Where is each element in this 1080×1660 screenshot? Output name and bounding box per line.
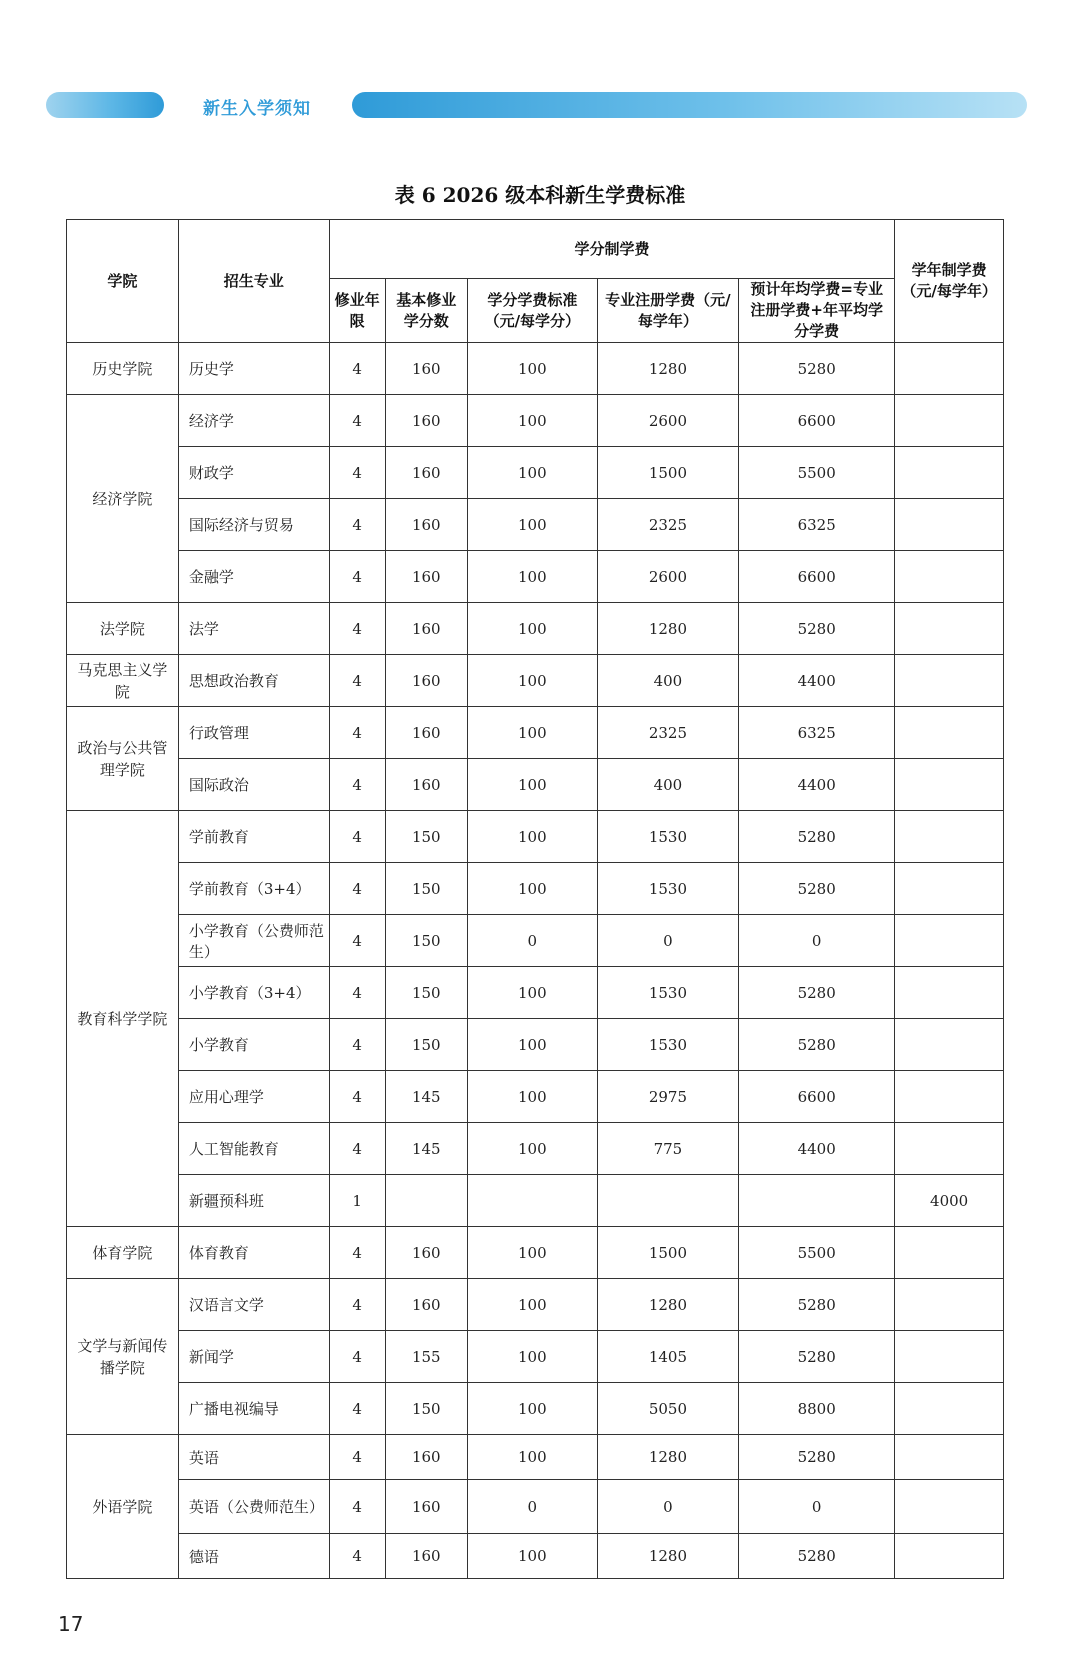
year-fee-cell [895, 1071, 1004, 1123]
credits-cell: 160 [385, 603, 467, 655]
table-row [67, 1123, 1004, 1175]
college-cell: 经济学院 [67, 395, 179, 603]
table-row [67, 603, 1004, 655]
credit-price-cell: 100 [467, 1534, 597, 1579]
years-cell: 4 [329, 1534, 385, 1579]
registration-fee-cell: 1405 [597, 1331, 738, 1383]
major-cell: 英语 [178, 1435, 329, 1480]
year-fee-cell [895, 759, 1004, 811]
year-fee-cell [895, 915, 1004, 967]
credit-price-cell: 100 [467, 603, 597, 655]
registration-fee-cell: 1280 [597, 1435, 738, 1480]
years-cell: 4 [329, 1227, 385, 1279]
credits-cell: 155 [385, 1331, 467, 1383]
years-cell: 4 [329, 707, 385, 759]
credits-cell: 160 [385, 707, 467, 759]
table-row [67, 395, 1004, 447]
registration-fee-cell: 2600 [597, 551, 738, 603]
credit-price-cell: 100 [467, 1383, 597, 1435]
table-row [67, 759, 1004, 811]
table-row [67, 447, 1004, 499]
college-cell: 法学院 [67, 603, 179, 655]
credits-cell: 150 [385, 863, 467, 915]
avg-fee-cell: 5500 [739, 1227, 895, 1279]
year-fee-cell [895, 551, 1004, 603]
credit-price-cell: 100 [467, 811, 597, 863]
college-cell: 政治与公共管理学院 [67, 707, 179, 811]
college-cell: 教育科学学院 [67, 811, 179, 1227]
avg-fee-cell [739, 1175, 895, 1227]
registration-fee-cell: 1530 [597, 863, 738, 915]
registration-fee-cell: 0 [597, 1480, 738, 1534]
major-cell: 英语（公费师范生） [178, 1480, 329, 1534]
credit-price-cell: 0 [467, 1480, 597, 1534]
major-cell: 新疆预科班 [178, 1175, 329, 1227]
major-cell: 应用心理学 [178, 1071, 329, 1123]
years-cell: 4 [329, 1383, 385, 1435]
credit-price-cell: 100 [467, 863, 597, 915]
year-fee-cell: 4000 [895, 1175, 1004, 1227]
major-cell: 体育教育 [178, 1227, 329, 1279]
years-cell: 4 [329, 655, 385, 707]
registration-fee-cell: 1530 [597, 811, 738, 863]
table-row [67, 863, 1004, 915]
col-header-credit-price: 学分学费标准（元/每学分） [467, 279, 597, 343]
col-header-credits: 基本修业学分数 [385, 279, 467, 343]
credits-cell: 150 [385, 1383, 467, 1435]
registration-fee-cell: 2975 [597, 1071, 738, 1123]
registration-fee-cell: 1280 [597, 1279, 738, 1331]
registration-fee-cell: 1530 [597, 1019, 738, 1071]
avg-fee-cell: 5280 [739, 343, 895, 395]
years-cell: 4 [329, 447, 385, 499]
major-cell: 学前教育（3+4） [178, 863, 329, 915]
years-cell: 4 [329, 1331, 385, 1383]
year-fee-cell [895, 603, 1004, 655]
year-fee-cell [895, 1279, 1004, 1331]
avg-fee-cell: 4400 [739, 759, 895, 811]
header-row-1 [67, 220, 1004, 279]
major-cell: 金融学 [178, 551, 329, 603]
major-cell: 经济学 [178, 395, 329, 447]
table-row [67, 1534, 1004, 1579]
major-cell: 汉语言文学 [178, 1279, 329, 1331]
major-cell: 财政学 [178, 447, 329, 499]
table-row [67, 1331, 1004, 1383]
credits-cell: 160 [385, 1480, 467, 1534]
credits-cell: 150 [385, 1019, 467, 1071]
table-row [67, 1383, 1004, 1435]
credit-price-cell: 100 [467, 447, 597, 499]
year-fee-cell [895, 1534, 1004, 1579]
table-row [67, 1279, 1004, 1331]
major-cell: 广播电视编导 [178, 1383, 329, 1435]
college-cell: 文学与新闻传播学院 [67, 1279, 179, 1435]
header-band-left [46, 92, 164, 118]
years-cell: 4 [329, 1123, 385, 1175]
years-cell: 4 [329, 967, 385, 1019]
credit-price-cell: 100 [467, 1071, 597, 1123]
avg-fee-cell: 8800 [739, 1383, 895, 1435]
year-fee-cell [895, 655, 1004, 707]
col-header-registration-fee: 专业注册学费（元/每学年） [597, 279, 738, 343]
fee-table [66, 219, 1004, 1579]
credit-price-cell: 100 [467, 655, 597, 707]
years-cell: 4 [329, 1071, 385, 1123]
credits-cell: 160 [385, 655, 467, 707]
year-fee-cell [895, 1227, 1004, 1279]
credits-cell: 160 [385, 1435, 467, 1480]
table-title: 表 6 2026 级本科新生学费标准 [394, 183, 686, 207]
years-cell: 4 [329, 1019, 385, 1071]
registration-fee-cell: 2325 [597, 499, 738, 551]
years-cell: 4 [329, 499, 385, 551]
year-fee-cell [895, 1480, 1004, 1534]
credit-price-cell: 100 [467, 1227, 597, 1279]
fee-table-body [67, 343, 1004, 1579]
avg-fee-cell: 4400 [739, 655, 895, 707]
avg-fee-cell: 5280 [739, 863, 895, 915]
col-header-credit-fee-group: 学分制学费 [329, 220, 895, 279]
credits-cell: 160 [385, 1534, 467, 1579]
major-cell: 小学教育（3+4） [178, 967, 329, 1019]
credit-price-cell [467, 1175, 597, 1227]
table-row [67, 1435, 1004, 1480]
table-row [67, 811, 1004, 863]
credits-cell: 150 [385, 967, 467, 1019]
credit-price-cell: 0 [467, 915, 597, 967]
major-cell: 法学 [178, 603, 329, 655]
registration-fee-cell: 1280 [597, 343, 738, 395]
registration-fee-cell: 1280 [597, 603, 738, 655]
table-row [67, 707, 1004, 759]
registration-fee-cell: 2325 [597, 707, 738, 759]
year-fee-cell [895, 1019, 1004, 1071]
year-fee-cell [895, 1331, 1004, 1383]
college-cell: 马克思主义学院 [67, 655, 179, 707]
credits-cell [385, 1175, 467, 1227]
year-fee-cell [895, 447, 1004, 499]
table-row [67, 343, 1004, 395]
registration-fee-cell: 1500 [597, 447, 738, 499]
years-cell: 4 [329, 1279, 385, 1331]
registration-fee-cell: 5050 [597, 1383, 738, 1435]
year-fee-cell [895, 1383, 1004, 1435]
credits-cell: 160 [385, 499, 467, 551]
col-header-avg-fee: 预计年均学费=专业注册学费+年平均学分学费 [739, 279, 895, 343]
avg-fee-cell: 6325 [739, 499, 895, 551]
credits-cell: 160 [385, 1227, 467, 1279]
table-row [67, 915, 1004, 967]
years-cell: 4 [329, 811, 385, 863]
major-cell: 人工智能教育 [178, 1123, 329, 1175]
registration-fee-cell: 1530 [597, 967, 738, 1019]
table-row [67, 1480, 1004, 1534]
major-cell: 行政管理 [178, 707, 329, 759]
credit-price-cell: 100 [467, 1279, 597, 1331]
avg-fee-cell: 0 [739, 1480, 895, 1534]
credits-cell: 160 [385, 395, 467, 447]
years-cell: 4 [329, 1480, 385, 1534]
section-title: 新生入学须知 [203, 99, 311, 119]
credits-cell: 160 [385, 759, 467, 811]
registration-fee-cell: 0 [597, 915, 738, 967]
avg-fee-cell: 6600 [739, 395, 895, 447]
years-cell: 4 [329, 915, 385, 967]
avg-fee-cell: 6600 [739, 1071, 895, 1123]
table-row [67, 1071, 1004, 1123]
credit-price-cell: 100 [467, 1123, 597, 1175]
credit-price-cell: 100 [467, 1331, 597, 1383]
avg-fee-cell: 5280 [739, 603, 895, 655]
major-cell: 小学教育（公费师范生） [178, 915, 329, 967]
header-band-right [352, 92, 1027, 118]
col-header-major: 招生专业 [178, 220, 329, 343]
credit-price-cell: 100 [467, 1019, 597, 1071]
avg-fee-cell: 6325 [739, 707, 895, 759]
avg-fee-cell: 5280 [739, 1534, 895, 1579]
college-cell: 体育学院 [67, 1227, 179, 1279]
major-cell: 思想政治教育 [178, 655, 329, 707]
avg-fee-cell: 5280 [739, 1019, 895, 1071]
credit-price-cell: 100 [467, 551, 597, 603]
credits-cell: 160 [385, 1279, 467, 1331]
table-row [67, 1175, 1004, 1227]
years-cell: 4 [329, 551, 385, 603]
credits-cell: 160 [385, 343, 467, 395]
credits-cell: 160 [385, 551, 467, 603]
credit-price-cell: 100 [467, 499, 597, 551]
year-fee-cell [895, 343, 1004, 395]
avg-fee-cell: 0 [739, 915, 895, 967]
col-header-year-fee: 学年制学费（元/每学年） [895, 220, 1004, 343]
year-fee-cell [895, 395, 1004, 447]
year-fee-cell [895, 1123, 1004, 1175]
year-fee-cell [895, 499, 1004, 551]
registration-fee-cell: 400 [597, 759, 738, 811]
years-cell: 4 [329, 603, 385, 655]
major-cell: 国际经济与贸易 [178, 499, 329, 551]
table-row [67, 1227, 1004, 1279]
years-cell: 1 [329, 1175, 385, 1227]
year-fee-cell [895, 1435, 1004, 1480]
credits-cell: 145 [385, 1071, 467, 1123]
credits-cell: 145 [385, 1123, 467, 1175]
years-cell: 4 [329, 759, 385, 811]
avg-fee-cell: 5280 [739, 967, 895, 1019]
avg-fee-cell: 5280 [739, 1435, 895, 1480]
years-cell: 4 [329, 863, 385, 915]
major-cell: 国际政治 [178, 759, 329, 811]
major-cell: 学前教育 [178, 811, 329, 863]
major-cell: 小学教育 [178, 1019, 329, 1071]
registration-fee-cell: 400 [597, 655, 738, 707]
col-header-years: 修业年限 [329, 279, 385, 343]
year-fee-cell [895, 811, 1004, 863]
year-fee-cell [895, 863, 1004, 915]
avg-fee-cell: 5280 [739, 1279, 895, 1331]
credit-price-cell: 100 [467, 343, 597, 395]
college-cell: 外语学院 [67, 1435, 179, 1579]
registration-fee-cell: 1280 [597, 1534, 738, 1579]
credit-price-cell: 100 [467, 707, 597, 759]
major-cell: 德语 [178, 1534, 329, 1579]
table-row [67, 499, 1004, 551]
college-cell: 历史学院 [67, 343, 179, 395]
year-fee-cell [895, 707, 1004, 759]
registration-fee-cell: 2600 [597, 395, 738, 447]
avg-fee-cell: 5280 [739, 1331, 895, 1383]
credits-cell: 160 [385, 447, 467, 499]
years-cell: 4 [329, 1435, 385, 1480]
avg-fee-cell: 6600 [739, 551, 895, 603]
avg-fee-cell: 4400 [739, 1123, 895, 1175]
credit-price-cell: 100 [467, 759, 597, 811]
page-number: 17 [58, 1612, 84, 1636]
credit-price-cell: 100 [467, 1435, 597, 1480]
years-cell: 4 [329, 395, 385, 447]
registration-fee-cell [597, 1175, 738, 1227]
years-cell: 4 [329, 343, 385, 395]
year-fee-cell [895, 967, 1004, 1019]
credit-price-cell: 100 [467, 395, 597, 447]
table-row [67, 1019, 1004, 1071]
registration-fee-cell: 775 [597, 1123, 738, 1175]
avg-fee-cell: 5500 [739, 447, 895, 499]
registration-fee-cell: 1500 [597, 1227, 738, 1279]
col-header-college: 学院 [67, 220, 179, 343]
credit-price-cell: 100 [467, 967, 597, 1019]
credits-cell: 150 [385, 811, 467, 863]
table-row [67, 655, 1004, 707]
major-cell: 新闻学 [178, 1331, 329, 1383]
credits-cell: 150 [385, 915, 467, 967]
table-row [67, 551, 1004, 603]
table-row [67, 967, 1004, 1019]
avg-fee-cell: 5280 [739, 811, 895, 863]
major-cell: 历史学 [178, 343, 329, 395]
